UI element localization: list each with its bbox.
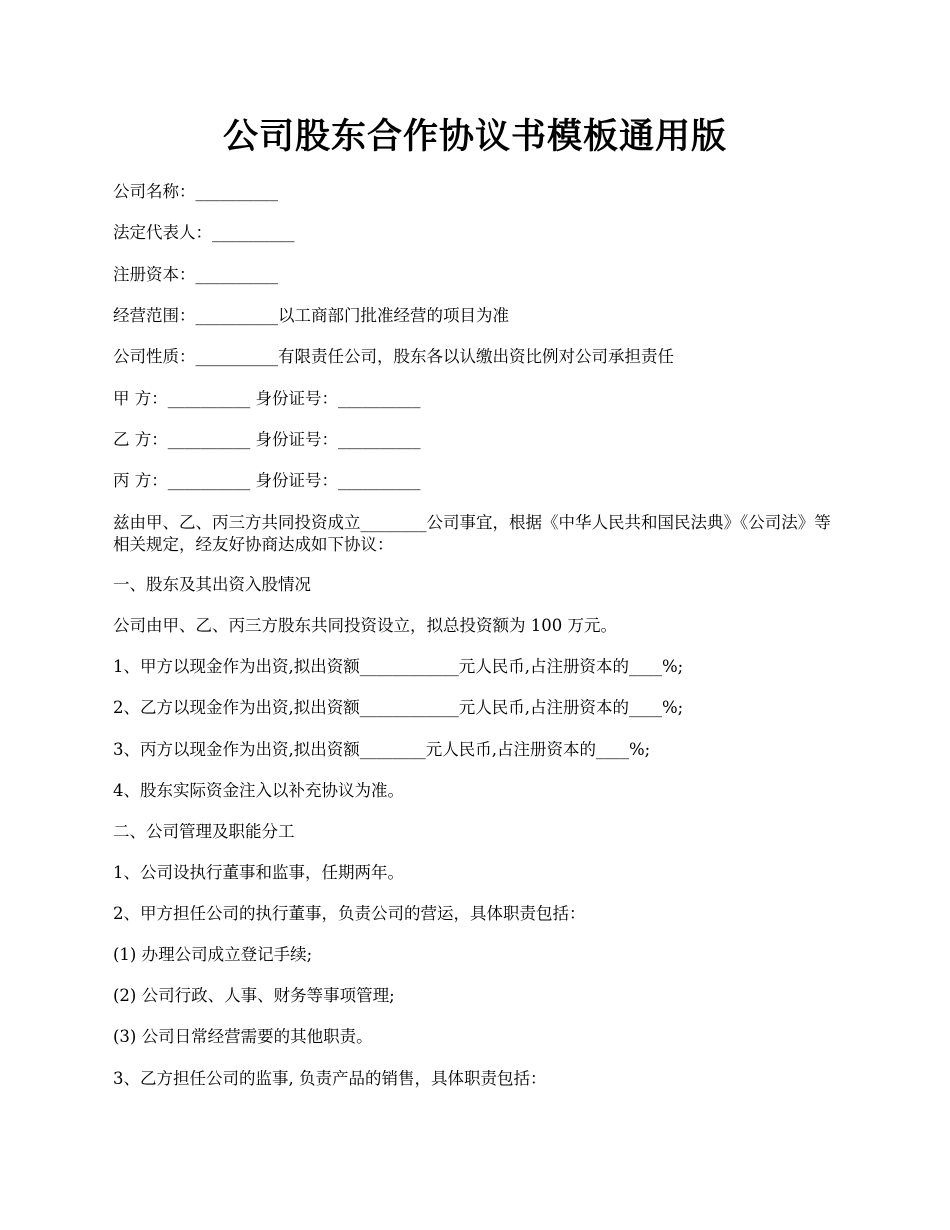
company-nature-line: 公司性质：__________有限责任公司，股东各以认缴出资比例对公司承担责任 [113,347,674,366]
director-supervisor-line: 1、公司设执行董事和监事，任期两年。 [113,863,404,882]
party-b-duty-line: 3、乙方担任公司的监事, 负责产品的销售，具体职责包括： [113,1069,547,1088]
party-b-line: 乙 方：__________ 身份证号：__________ [113,430,421,449]
duty-item-3: (3) 公司日常经营需要的其他职责。 [113,1027,373,1046]
section-one-heading: 一、股东及其出资入股情况 [113,575,311,594]
party-b-contribution-line: 2、乙方以现金作为出资,拟出资额____________元人民币,占注册资本的____%; [113,698,684,717]
party-c-contribution-line: 3、丙方以现金作为出资,拟出资额________元人民币,占注册资本的____%; [113,740,651,759]
party-c-line: 丙 方：__________ 身份证号：__________ [113,471,421,490]
party-a-contribution-line: 1、甲方以现金作为出资,拟出资额____________元人民币,占注册资本的____%; [113,657,684,676]
duty-item-2: (2) 公司行政、人事、财务等事项管理; [113,986,395,1005]
party-a-duty-line: 2、甲方担任公司的执行董事，负责公司的营运，具体职责包括： [113,904,586,923]
registered-capital-line: 注册资本：__________ [113,265,278,284]
capital-injection-line: 4、股东实际资金注入以补充协议为准。 [113,781,404,800]
legal-representative-line: 法定代表人：__________ [113,223,295,242]
investment-total-line: 公司由甲、乙、丙三方股东共同投资设立，拟总投资额为 100 万元。 [113,616,617,635]
section-two-heading: 二、公司管理及职能分工 [113,822,295,841]
company-name-line: 公司名称：__________ [113,182,278,201]
party-a-line: 甲 方：__________ 身份证号：__________ [113,389,421,408]
document-title: 公司股东合作协议书模板通用版 [222,116,727,157]
business-scope-line: 经营范围：__________以工商部门批准经营的项目为准 [113,306,509,325]
preamble-paragraph: 兹由甲、乙、丙三方共同投资成立________公司事宜，根据《中华人民共和国民法典》《公司法》等相关规定，经友好协商达成如下协议： [113,513,831,554]
duty-item-1: (1) 办理公司成立登记手续; [113,945,313,964]
